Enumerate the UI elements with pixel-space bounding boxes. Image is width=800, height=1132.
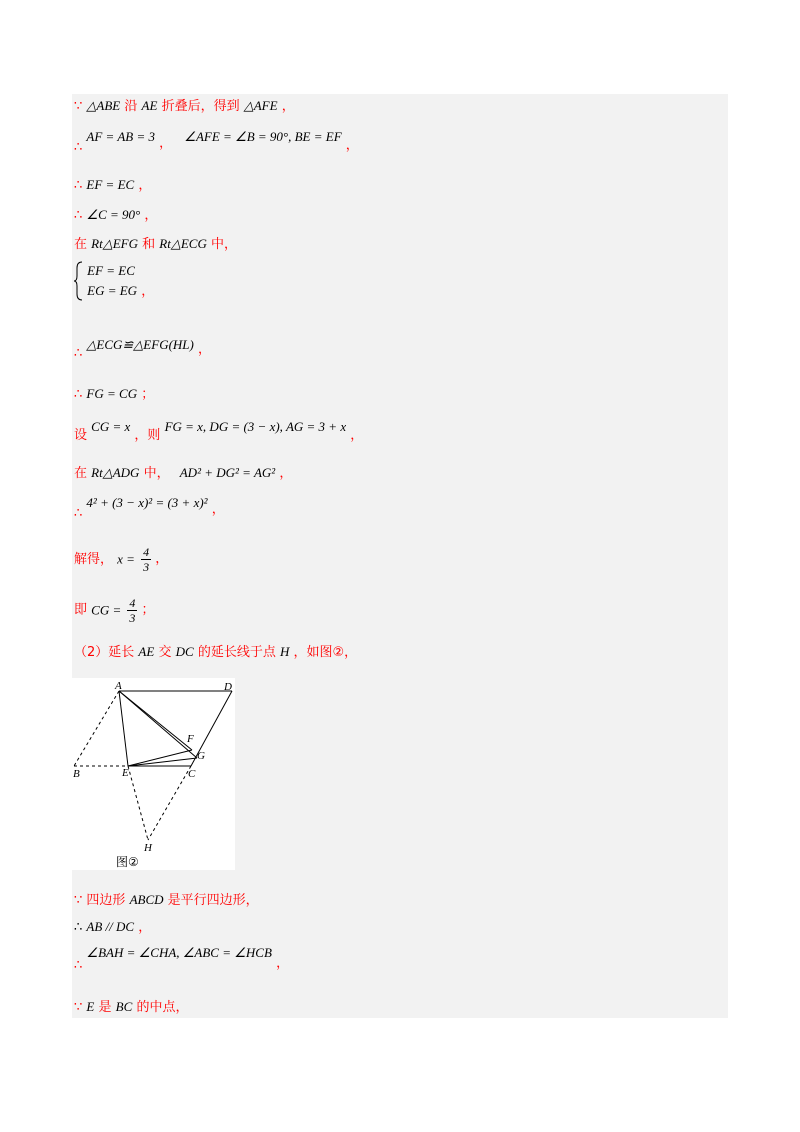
equation-row: EG = EG — [87, 283, 138, 298]
line-10 — [74, 464, 292, 483]
text: ， — [211, 502, 225, 517]
line-7 — [74, 336, 212, 361]
text: 和 — [142, 237, 156, 252]
text: 在 — [74, 466, 88, 481]
math-expr: H — [279, 644, 290, 659]
line-5 — [74, 235, 237, 254]
therefore-symbol: ∴ — [74, 178, 83, 193]
text: ； — [141, 602, 155, 618]
math-expr: AB // DC — [86, 919, 135, 934]
solution-panel — [72, 94, 728, 1018]
text: ，如图②， — [293, 645, 358, 660]
math-expr: FG = x, DG = (3 − x), AG = 3 + x — [164, 419, 347, 434]
math-expr: AF = AB = 3 — [86, 129, 155, 144]
line-3 — [74, 176, 151, 195]
left-brace-icon — [74, 261, 83, 301]
math-expr: E — [86, 999, 95, 1014]
figure-2 — [72, 678, 235, 870]
line-14 — [74, 643, 357, 662]
text: ，则 — [134, 428, 161, 443]
line-12 — [74, 545, 168, 574]
text: 在 — [74, 237, 88, 252]
text: 沿 — [124, 99, 138, 114]
math-expr: FG = CG — [86, 386, 138, 401]
line-13 — [74, 596, 155, 625]
text: 的中点， — [136, 1000, 189, 1015]
text: ， — [138, 178, 152, 193]
because-symbol: ∵ — [74, 893, 83, 908]
line-17 — [74, 944, 290, 973]
text: ， — [345, 138, 359, 153]
math-expr: AE — [141, 98, 158, 113]
point-label-e: E — [122, 767, 129, 779]
because-symbol: ∵ — [74, 1000, 83, 1015]
text: ， — [350, 428, 364, 443]
text: ， — [281, 99, 295, 114]
point-label-d: D — [224, 681, 232, 693]
text: （2）延长 — [74, 645, 135, 660]
text: 是平行四边形， — [167, 893, 259, 908]
line-6-system — [74, 261, 154, 301]
text: 是 — [98, 1000, 112, 1015]
therefore-symbol: ∴ — [74, 958, 83, 973]
point-label-b: B — [73, 768, 80, 780]
denominator: 3 — [129, 611, 136, 625]
text: ， — [155, 551, 169, 567]
text: ， — [141, 283, 155, 299]
therefore-symbol: ∴ — [74, 208, 83, 223]
math-expr: DC — [175, 644, 194, 659]
math-expr: Rt△EFG — [91, 236, 138, 251]
line-4 — [74, 206, 157, 225]
text: 解得， — [74, 552, 114, 567]
math-expr: CG = — [91, 602, 122, 618]
math-expr: AE — [138, 644, 155, 659]
text: ， — [138, 920, 152, 935]
math-expr: Rt△ECG — [159, 236, 207, 251]
text: ， — [276, 956, 290, 971]
math-expr: BC — [115, 999, 133, 1014]
denominator: 3 — [143, 560, 150, 574]
text: 即 — [74, 602, 88, 618]
fraction — [141, 545, 151, 574]
numerator: 4 — [129, 596, 136, 610]
math-expr: ∠C = 90° — [86, 207, 141, 222]
math-expr: △AFE — [243, 98, 278, 113]
fraction — [127, 596, 137, 625]
line-11 — [74, 494, 225, 521]
therefore-symbol: ∴ — [74, 346, 83, 361]
equation-system — [87, 261, 137, 301]
numerator: 4 — [143, 545, 150, 559]
math-expr: CG = x — [91, 419, 131, 434]
therefore-symbol: ∴ — [74, 387, 83, 402]
therefore-symbol: ∴ — [74, 506, 83, 521]
point-label-c: C — [188, 768, 196, 780]
math-expr: ∠BAH = ∠CHA, ∠ABC = ∠HCB — [86, 945, 272, 960]
math-expr: △ECG≌△EFG(HL) — [86, 337, 194, 352]
text: ， — [159, 136, 173, 151]
text: 折叠后，得到 — [161, 99, 240, 114]
math-expr: AD² + DG² = AG² — [179, 465, 276, 480]
text: ， — [279, 466, 293, 481]
math-expr: ∠AFE = ∠B = 90°, BE = EF — [184, 129, 342, 144]
text: 交 — [158, 645, 172, 660]
math-expr: EF = EC — [86, 177, 135, 192]
therefore-symbol: ∴ — [74, 920, 83, 935]
line-2 — [74, 128, 359, 155]
line-18 — [74, 998, 188, 1017]
text: 中， — [143, 466, 170, 481]
line-1 — [74, 97, 295, 116]
text: 设 — [74, 428, 88, 443]
equation-row: EF = EC — [87, 263, 135, 278]
math-expr: Rt△ADG — [91, 465, 140, 480]
point-label-g: G — [197, 750, 205, 762]
text: 的延长线于点 — [197, 645, 276, 660]
geometry-diagram — [72, 678, 235, 870]
point-label-h: H — [144, 842, 152, 854]
text: 四边形 — [86, 893, 126, 908]
line-15 — [74, 891, 259, 910]
math-expr: ABCD — [129, 892, 164, 907]
figure-caption: 图② — [116, 855, 139, 869]
text: ， — [198, 342, 212, 357]
text: 中， — [210, 237, 237, 252]
point-label-f: F — [187, 733, 194, 745]
point-label-a: A — [115, 680, 122, 692]
math-expr: △ABE — [86, 98, 121, 113]
math-expr: 4² + (3 − x)² = (3 + x)² — [86, 495, 208, 510]
line-9 — [74, 418, 364, 443]
because-symbol: ∵ — [74, 99, 83, 114]
line-8 — [74, 385, 154, 404]
therefore-symbol: ∴ — [74, 140, 83, 155]
text: ， — [144, 208, 158, 223]
math-expr: x = — [117, 551, 135, 567]
text: ； — [141, 387, 155, 402]
line-16 — [74, 918, 151, 937]
